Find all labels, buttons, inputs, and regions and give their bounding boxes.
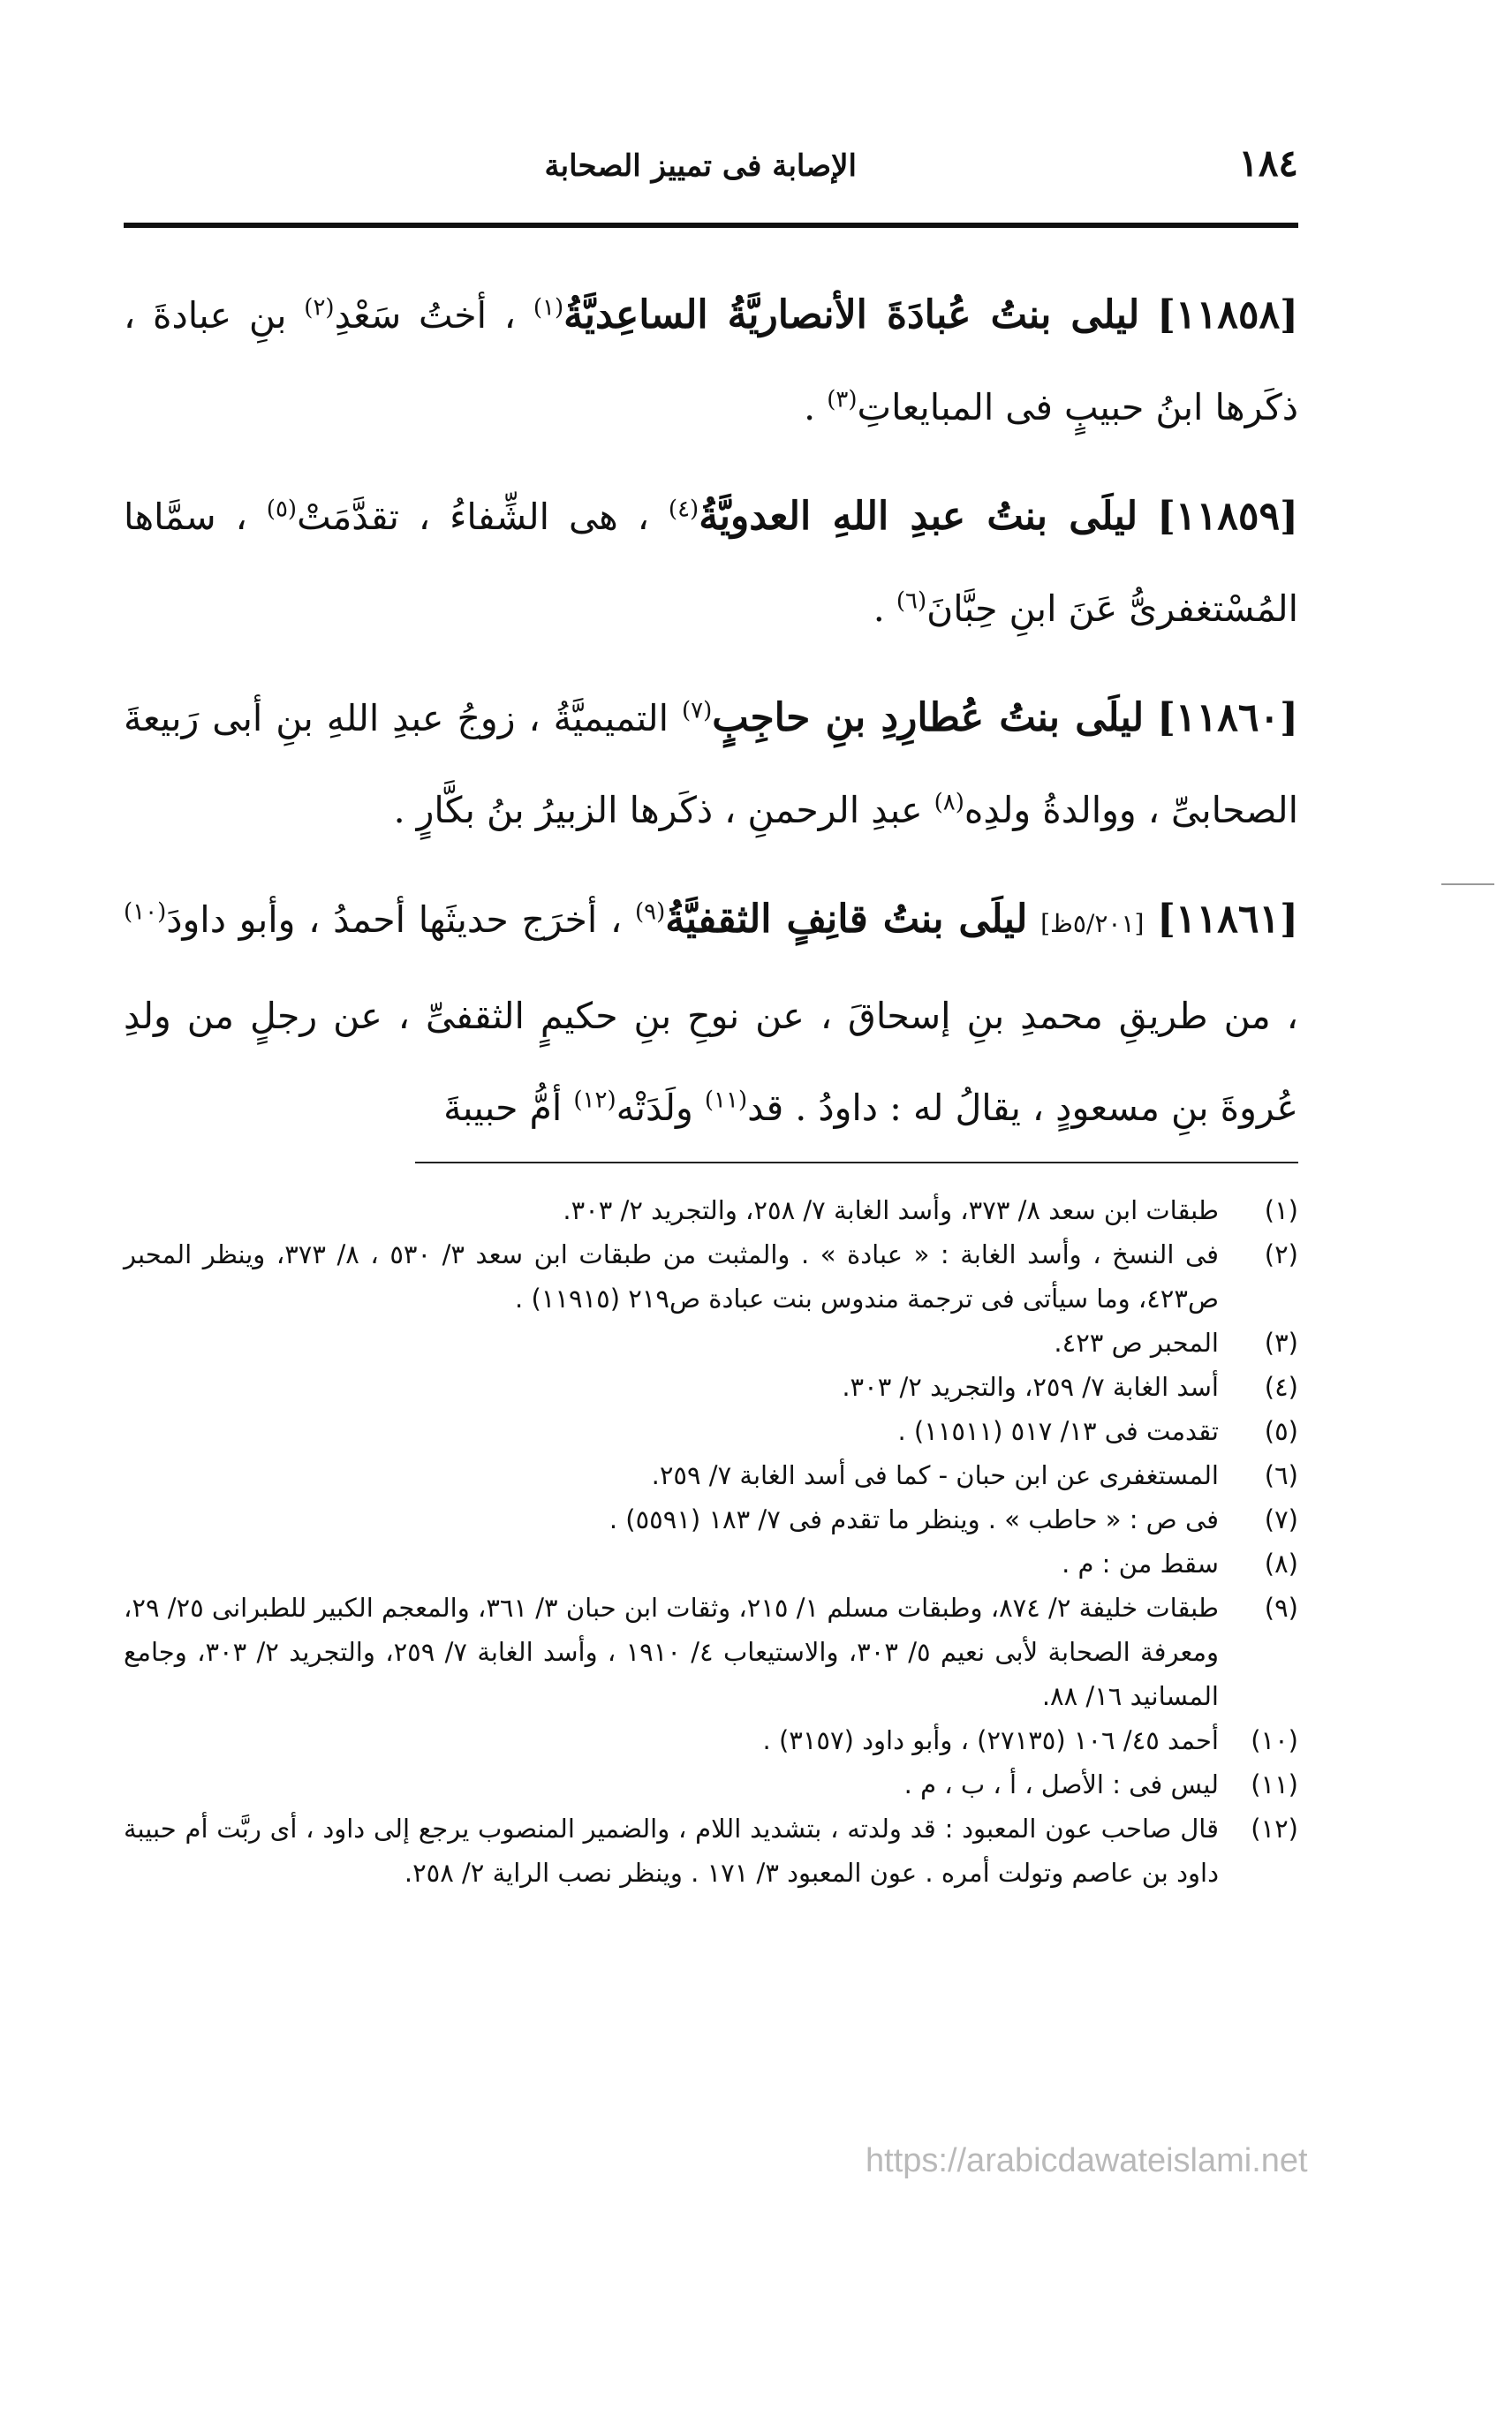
footnote-ref: (١٢) xyxy=(573,1087,616,1114)
entry-number: [١١٨٦١] xyxy=(1157,897,1298,942)
footnote-number: (٤) xyxy=(1264,1372,1298,1402)
entry-11861 xyxy=(124,874,1298,1154)
entry-text: عبدِ الرحمنِ ، ذكَرها الزبيرُ بنُ بكَّارٍ . xyxy=(393,789,923,831)
footnote-text: المستغفرى عن ابن حبان - كما فى أسد الغابة ٧/ ٢٥٩. xyxy=(651,1460,1219,1490)
footnote xyxy=(124,1453,1298,1497)
entry-text: ، هى الشِّفاءُ ، تقدَّمَتْ xyxy=(297,496,649,538)
entry-11860 xyxy=(124,672,1298,856)
footnote-text: طبقات خليفة ٢/ ٨٧٤، وطبقات مسلم ١/ ٢١٥، وثقات ابن حبان ٣/ ٣٦١، والمعجم الكبير للطبرانى ٢٥/ ٢٩، ومعرفة الصحابة لأبى نعيم ٥/ ٣٠٣، والاستيعاب ٤/ ١٩١٠ ، وأسد الغابة ٧/ ٢٥٩، والتجريد ٢/ ٣٠٣، وجامع المسانيد ١٦/ ٨٨. xyxy=(124,1593,1219,1711)
footnote xyxy=(124,1188,1298,1232)
footnote-text: ليس فى : الأصل ، أ ، ب ، م . xyxy=(903,1769,1219,1799)
entry-text: التميميَّةُ ، زوجُ عبدِ اللهِ بنِ أبى رَبيعةَ الصحابىِّ ، ووالدةُ ولدِه xyxy=(124,697,1298,831)
entry-text: . xyxy=(873,587,885,630)
entry-text: ، أختُ سَعْدِ xyxy=(334,294,517,337)
footnote xyxy=(124,1365,1298,1409)
entry-text: ولَدَتْه xyxy=(616,1087,693,1129)
volume-page-reference: [٥/٢٠١ظ] xyxy=(1040,909,1145,938)
footnote-number: (١) xyxy=(1264,1195,1298,1225)
footnote-number: (١٠) xyxy=(1251,1725,1298,1755)
footnote-ref: (٩) xyxy=(634,898,666,926)
biography-entries xyxy=(124,269,1298,1171)
footnote-text: تقدمت فى ١٣/ ٥١٧ (١١٥١١) . xyxy=(897,1416,1219,1446)
footnote-ref: (٤) xyxy=(668,496,699,523)
footnote-text: فى النسخ ، وأسد الغابة : « عبادة » . والمثبت من طبقات ابن سعد ٣/ ٥٣٠ ، ٨/ ٣٧٣، وينظر المحبر ص٤٢٣، وما سيأتى فى ترجمة مندوس بنت عبادة ص٢١٩ (١١٩١٥) . xyxy=(124,1239,1219,1314)
footnote-number: (٨) xyxy=(1264,1549,1298,1579)
entry-name: ليلَى بنتُ قانِفٍ الثقفيَّةُ xyxy=(665,897,1028,942)
entry-name: ليلى بنتُ عُبادَةَ الأنصاريَّةُ الساعِديَّةُ xyxy=(563,292,1140,337)
entry-name: ليلَى بنتُ عُطارِدِ بنِ حاجِبٍ xyxy=(712,695,1145,740)
page-header xyxy=(124,141,1298,198)
scan-edge-mark xyxy=(1441,883,1494,885)
entry-number: [١١٨٥٩] xyxy=(1157,494,1298,539)
header-divider xyxy=(124,223,1298,228)
entry-text: ، أخرَج حديثَها أحمدُ ، وأبو داودَ xyxy=(166,898,623,941)
footnote-number: (٣) xyxy=(1264,1328,1298,1358)
footnote-number: (٥) xyxy=(1264,1416,1298,1446)
footnote-number: (٧) xyxy=(1264,1504,1298,1534)
footnote-text: أسد الغابة ٧/ ٢٥٩، والتجريد ٢/ ٣٠٣. xyxy=(842,1372,1219,1402)
footnote-ref: (٦) xyxy=(896,587,927,615)
footnote-number: (١١) xyxy=(1251,1769,1298,1799)
footnote-number: (٦) xyxy=(1264,1460,1298,1490)
footnote-divider xyxy=(415,1162,1298,1163)
footnote xyxy=(124,1321,1298,1365)
footnote xyxy=(124,1762,1298,1807)
footnote xyxy=(124,1718,1298,1762)
footnote-text: سقط من : م . xyxy=(1062,1549,1219,1579)
entry-11858 xyxy=(124,269,1298,453)
entry-text: ، سمَّاها المُسْتغفرىُّ عَنَ ابنِ حِبَّانَ xyxy=(124,496,1298,630)
footnote-text: أحمد ٤٥/ ١٠٦ (٢٧١٣٥) ، وأبو داود (٣١٥٧) . xyxy=(762,1725,1219,1755)
footnote xyxy=(124,1542,1298,1586)
footnote xyxy=(124,1586,1298,1718)
footnote xyxy=(124,1497,1298,1542)
footnote-text: فى ص : « حاطب » . وينظر ما تقدم فى ٧/ ١٨٣ (٥٥٩١) . xyxy=(609,1504,1219,1534)
footnote-ref: (٢) xyxy=(304,294,335,322)
entry-number: [١١٨٥٨] xyxy=(1157,292,1298,337)
footnote-ref: (١١) xyxy=(704,1087,748,1114)
footnote-ref: (٣) xyxy=(827,386,858,413)
footnote-ref: (١) xyxy=(533,294,564,322)
entry-text: ، من طريقِ محمدِ بنِ إسحاقَ ، عن نوحِ بنِ حكيمٍ الثقفىِّ ، عن رجلٍ من ولدِ عُروةَ بنِ مسعودٍ ، يقالُ له : داودُ . قد xyxy=(124,995,1298,1129)
footnote-number: (٢) xyxy=(1264,1239,1298,1269)
entry-text: أمُّ حبيبةَ xyxy=(443,1087,563,1129)
entry-number: [١١٨٦٠] xyxy=(1157,695,1298,740)
footnote xyxy=(124,1409,1298,1453)
footnote-number: (٩) xyxy=(1264,1593,1298,1623)
footnote-ref: (٨) xyxy=(934,789,964,816)
footnote-text: قال صاحب عون المعبود : قد ولدته ، بتشديد اللام ، والضمير المنصوب يرجع إلى داود ، أى ربَّت أم حبيبة داود بن عاصم وتولت أمره . عون المعبود ٣/ ١٧١ . وينظر نصب الراية ٢/ ٢٥٨. xyxy=(124,1814,1219,1888)
watermark-link[interactable]: https://arabicdawateislami.net xyxy=(866,2142,1308,2179)
page-number: ١٨٤ xyxy=(1238,141,1298,185)
footnote-ref: (٥) xyxy=(266,496,298,523)
entry-11859 xyxy=(124,471,1298,655)
footnote-ref: (٧) xyxy=(682,697,713,724)
footnote xyxy=(124,1232,1298,1321)
footnote-ref: (١٠) xyxy=(124,898,167,926)
footnote-text: طبقات ابن سعد ٨/ ٣٧٣، وأسد الغابة ٧/ ٢٥٨، والتجريد ٢/ ٣٠٣. xyxy=(563,1195,1219,1225)
entry-name: ليلَى بنتُ عبدِ اللهِ العدويَّةُ xyxy=(699,494,1138,539)
footnote-number: (١٢) xyxy=(1251,1814,1298,1844)
entry-text: . xyxy=(804,386,816,428)
entry-text: بنِ عبادةَ ، ذكَرها ابنُ حبيبٍ فى المبايعاتِ xyxy=(124,294,1298,428)
book-title: الإصابة فى تمييز الصحابة xyxy=(544,148,857,184)
footnotes xyxy=(124,1188,1298,1895)
footnote xyxy=(124,1807,1298,1895)
footnote-text: المحبر ص ٤٢٣. xyxy=(1054,1328,1219,1358)
